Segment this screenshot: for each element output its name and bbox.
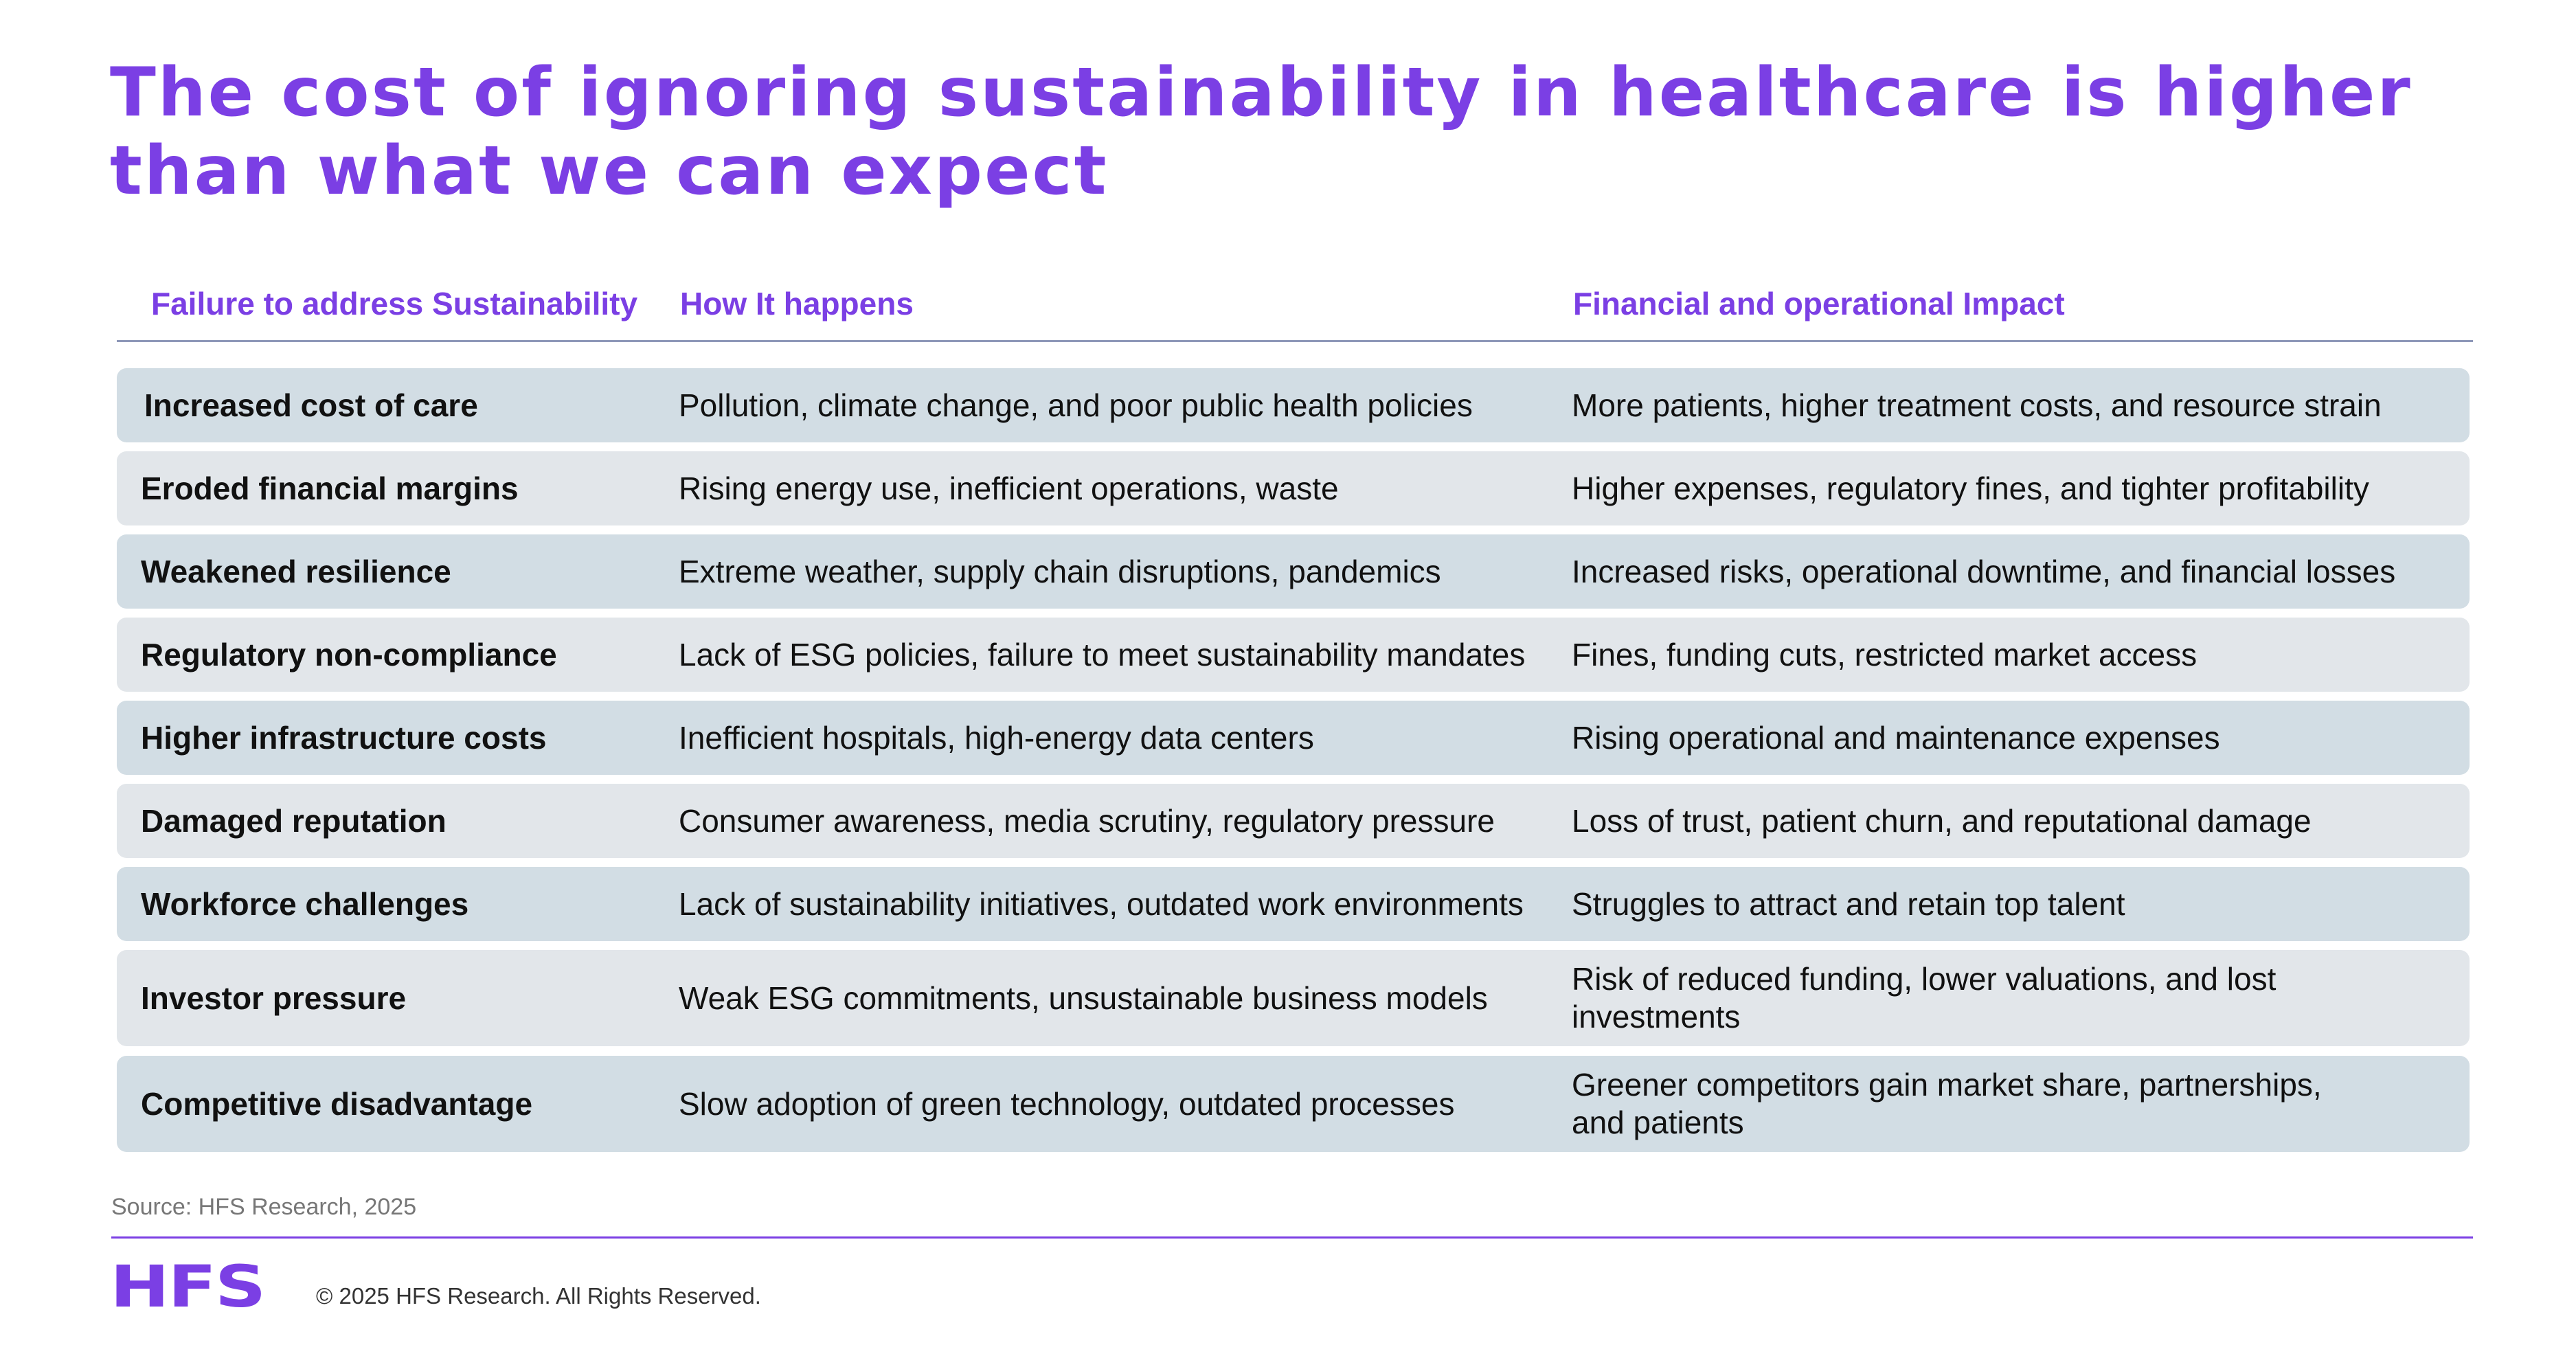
table-row — [117, 618, 2470, 692]
how-cell: Pollution, climate change, and poor public health policies — [679, 387, 1473, 423]
impact-cell: Fines, funding cuts, restricted market access — [1572, 636, 2197, 672]
footer-divider — [111, 1236, 2473, 1239]
impact-cell: Risk of reduced funding, lower valuations, and lost investments — [1572, 961, 2276, 1035]
impact-cell: Loss of trust, patient churn, and reputational damage — [1572, 802, 2312, 839]
failure-cell: Higher infrastructure costs — [141, 719, 547, 756]
failure-cell: Damaged reputation — [141, 802, 447, 839]
column-header-failure: Failure to address Sustainability — [151, 286, 638, 321]
page-title: The cost of ignoring sustainability in healthcare is higher than what we can expect — [110, 54, 2413, 210]
source-note: Source: HFS Research, 2025 — [111, 1194, 417, 1220]
impact-cell: Greener competitors gain market share, partnerships, and patients — [1572, 1067, 2322, 1140]
impact-cell: Increased risks, operational downtime, and financial losses — [1572, 553, 2396, 589]
impact-cell: More patients, higher treatment costs, and resource strain — [1572, 387, 2382, 423]
failure-cell: Eroded financial margins — [141, 470, 519, 506]
impact-cell: Struggles to attract and retain top talent — [1572, 885, 2125, 922]
table-row — [117, 784, 2470, 858]
failure-cell: Investor pressure — [141, 980, 407, 1016]
failure-cell: Workforce challenges — [141, 885, 469, 922]
table-row — [117, 1056, 2470, 1152]
failure-cell: Weakened resilience — [141, 553, 451, 589]
failure-cell: Regulatory non-compliance — [141, 636, 557, 672]
how-cell: Extreme weather, supply chain disruptions, pandemics — [679, 553, 1441, 589]
how-cell: Inefficient hospitals, high-energy data centers — [679, 719, 1314, 756]
table-row — [117, 701, 2470, 775]
failure-cell: Competitive disadvantage — [141, 1085, 533, 1122]
logo-text: HFS — [110, 1258, 264, 1313]
table-row — [117, 867, 2470, 941]
hfs-logo — [110, 1258, 268, 1313]
how-cell: Weak ESG commitments, unsustainable business models — [679, 980, 1488, 1016]
table-header — [117, 278, 2473, 342]
how-cell: Consumer awareness, media scrutiny, regulatory pressure — [679, 802, 1495, 839]
table-row — [117, 950, 2470, 1046]
failure-cell: Increased cost of care — [144, 387, 478, 423]
column-header-impact: Financial and operational Impact — [1573, 286, 2065, 321]
impact-cell: Higher expenses, regulatory fines, and tighter profitability — [1572, 470, 2369, 506]
column-header-how: How It happens — [680, 286, 914, 321]
how-cell: Lack of sustainability initiatives, outdated work environments — [679, 885, 1524, 922]
table-row — [117, 534, 2470, 609]
copyright: © 2025 HFS Research. All Rights Reserved. — [316, 1283, 761, 1309]
how-cell: Lack of ESG policies, failure to meet sustainability mandates — [679, 636, 1526, 672]
how-cell: Rising energy use, inefficient operations, waste — [679, 470, 1339, 506]
how-cell: Slow adoption of green technology, outdated processes — [679, 1085, 1455, 1122]
table-row — [117, 368, 2470, 442]
impact-cell: Rising operational and maintenance expenses — [1572, 719, 2220, 756]
table-row — [117, 451, 2470, 525]
